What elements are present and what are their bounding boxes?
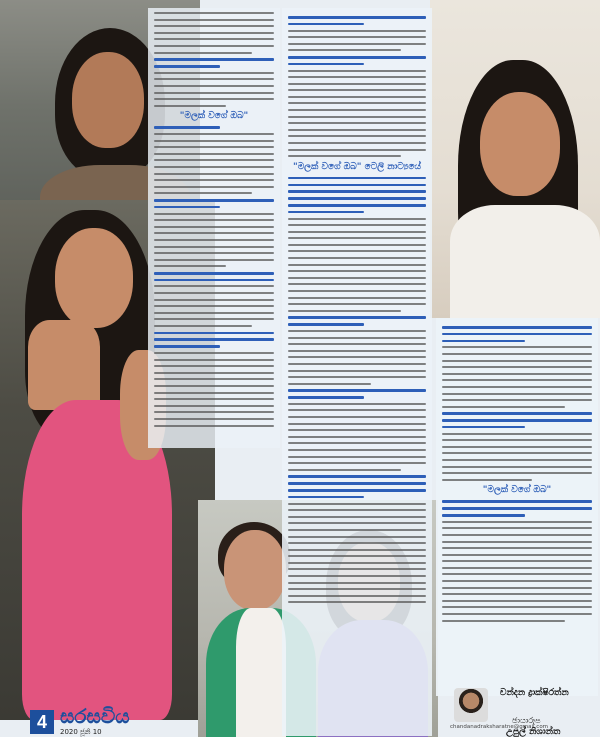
article-credits xyxy=(450,690,600,737)
author-name: චන්දන ද්‍රාක්ෂිරත්න xyxy=(500,688,569,698)
article-column-left xyxy=(148,8,280,448)
photo-actress-right xyxy=(430,0,600,318)
issue-date: 2020 ජූනි 10 xyxy=(60,728,102,736)
article-heading-3: "මලක් වගේ ඔබ" xyxy=(482,485,552,496)
article-column-right xyxy=(436,318,598,696)
author-photo xyxy=(454,688,488,722)
article-column-middle xyxy=(282,8,432,736)
author-email: chandanadraksharatne@gmail.com xyxy=(450,724,549,730)
masthead xyxy=(30,706,160,736)
photographer-name: උපුල් නිශාන්ත xyxy=(506,727,561,737)
magazine-name: සරසවිය xyxy=(60,706,130,728)
photo-credit-label: ඡායාරූප xyxy=(512,716,541,725)
article-heading-2: "මලක් වගේ ඔබ" ටෙලි නාට්‍යයේ xyxy=(293,161,421,172)
page-number: 4 xyxy=(30,710,54,734)
article-heading-1: "මලක් වගේ ඔබ" xyxy=(179,111,249,122)
